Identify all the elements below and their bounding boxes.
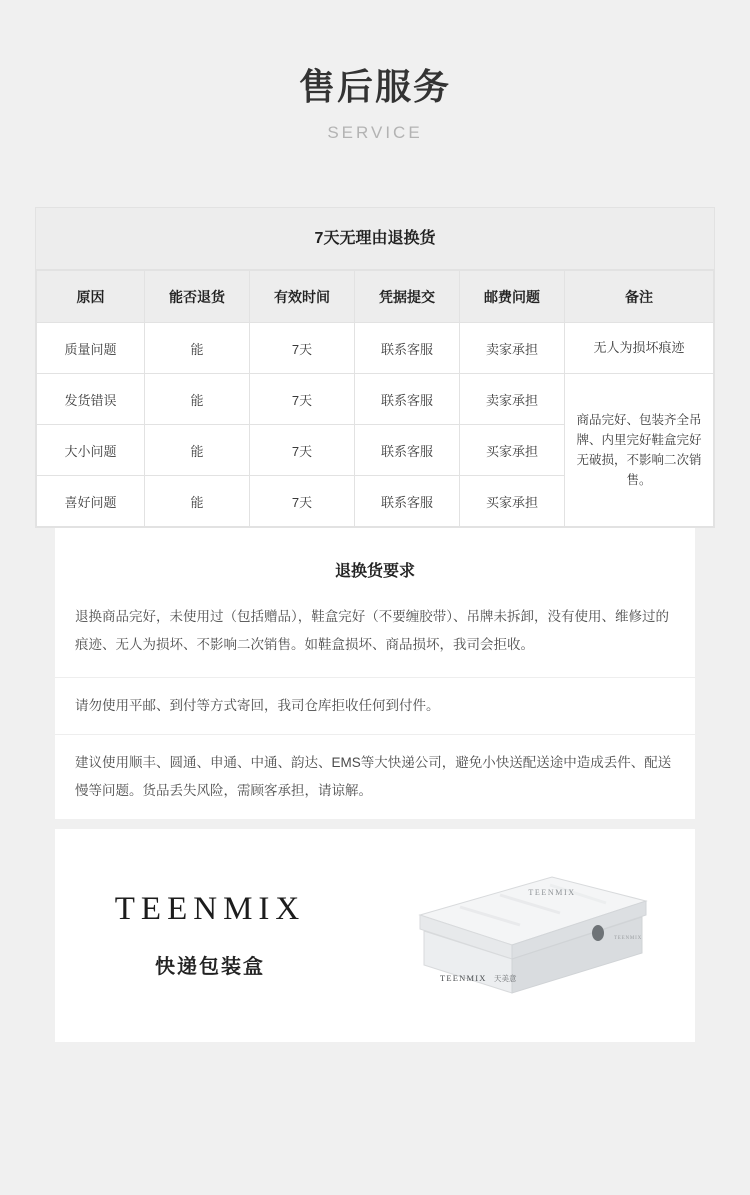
bottom-spacer	[0, 1042, 750, 1076]
shoebox-top-label: TEENMIX	[528, 888, 576, 897]
cell-reason: 质量问题	[37, 323, 145, 374]
table-row	[37, 323, 714, 374]
cell-valid-time: 7天	[250, 425, 355, 476]
requirement-paragraph-3: 建议使用顺丰、圆通、申通、中通、韵达、EMS等大快递公司，避免小快送配送途中造成丢件、配送慢等问题。货品丢失风险，需顾客承担，请谅解。	[55, 734, 695, 819]
cell-reason: 喜好问题	[37, 476, 145, 527]
column-header-evidence: 凭据提交	[355, 271, 460, 323]
cell-note: 无人为损坏痕迹	[565, 323, 714, 374]
brand-name: TEENMIX	[114, 890, 306, 927]
brand-caption: 快递包装盒	[155, 955, 265, 978]
cell-note-merged: 商品完好、包装齐全吊牌、内里完好鞋盒完好无破损，不影响二次销售。	[565, 374, 714, 527]
shoebox-illustration	[400, 867, 650, 1002]
cell-returnable: 能	[145, 476, 250, 527]
return-policy-table	[35, 207, 715, 528]
cell-evidence: 联系客服	[355, 425, 460, 476]
requirement-paragraph-1: 退换商品完好，未使用过（包括赠品），鞋盒完好（不要缠胶带）、吊牌未拆卸，没有使用、维修过的痕迹、无人为损坏、不影响二次销售。如鞋盒损坏、商品损坏，我司会拒收。	[75, 609, 669, 652]
requirements-title: 退换货要求	[334, 563, 415, 580]
column-header-shipping: 邮费问题	[460, 271, 565, 323]
page-header	[0, 62, 750, 144]
cell-valid-time: 7天	[250, 374, 355, 425]
cell-returnable: 能	[145, 323, 250, 374]
cell-reason: 大小问题	[37, 425, 145, 476]
return-policy-grid	[36, 270, 714, 527]
shoebox-front-label: TEENMIX	[440, 973, 487, 983]
cell-evidence: 联系客服	[355, 374, 460, 425]
cell-shipping: 买家承担	[460, 425, 565, 476]
cell-valid-time: 7天	[250, 323, 355, 374]
cell-returnable: 能	[145, 374, 250, 425]
cell-returnable: 能	[145, 425, 250, 476]
cell-valid-time: 7天	[250, 476, 355, 527]
column-header-returnable: 能否退货	[145, 271, 250, 323]
shoebox-front-label-cn: 天美意	[494, 974, 517, 983]
requirement-paragraph-2: 请勿使用平邮、到付等方式寄回，我司仓库拒收任何到付件。	[55, 677, 695, 734]
cell-shipping: 卖家承担	[460, 323, 565, 374]
column-header-valid-time: 有效时间	[250, 271, 355, 323]
brand-packaging-block	[55, 819, 695, 1042]
cell-shipping: 卖家承担	[460, 374, 565, 425]
cell-evidence: 联系客服	[355, 323, 460, 374]
cell-reason: 发货错误	[37, 374, 145, 425]
page-title: 售后服务	[298, 66, 451, 107]
page-subtitle: SERVICE	[327, 123, 423, 142]
shoebox-image	[355, 867, 695, 1002]
column-header-note: 备注	[565, 271, 714, 323]
table-header-row	[37, 271, 714, 323]
table-row	[37, 374, 714, 425]
shoebox-side-label: TEENMIX	[613, 936, 643, 941]
column-header-reason: 原因	[37, 271, 145, 323]
requirements-panel	[55, 528, 695, 819]
cell-evidence: 联系客服	[355, 476, 460, 527]
brand-text-group	[55, 891, 355, 979]
return-policy-title: 7天无理由退换货	[36, 208, 714, 270]
cell-shipping: 买家承担	[460, 476, 565, 527]
